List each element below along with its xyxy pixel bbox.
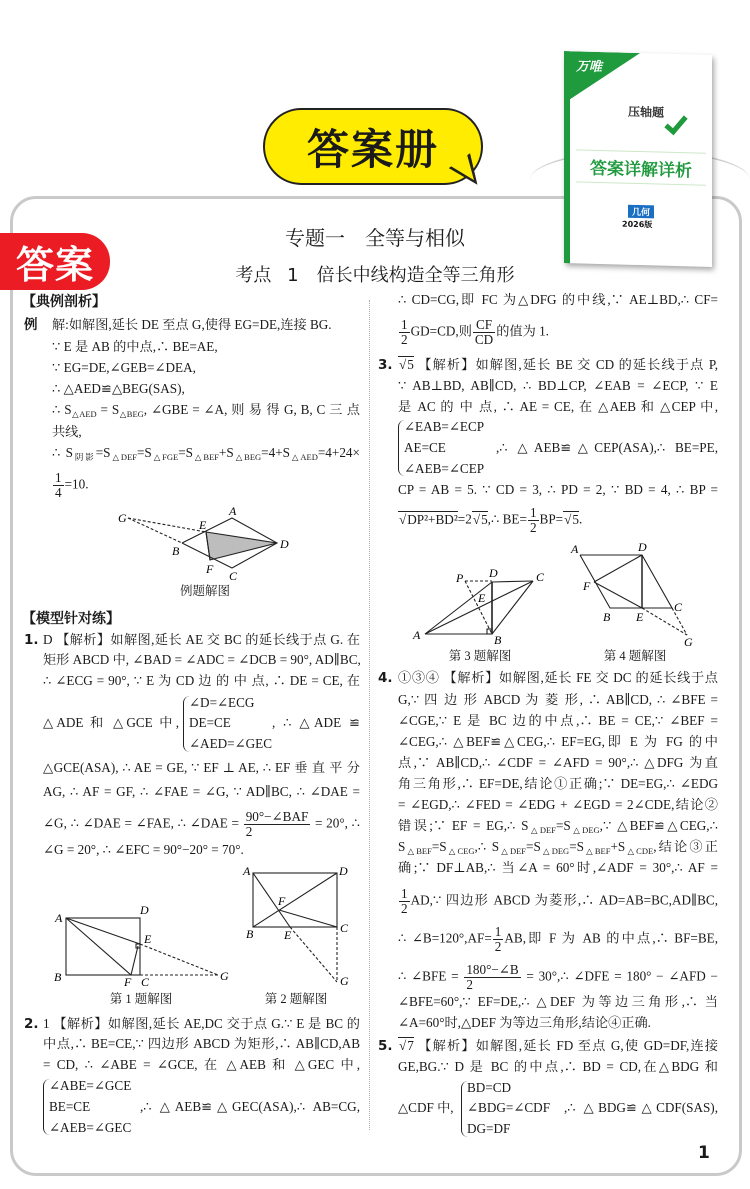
text-line: ∴ ∠BFE = $\frac{180^\circ-\angle B}{2}$ = 30°,∴ ∠DFE = 180° − ∠AFD − bbox=[398, 962, 718, 992]
point-label: B bbox=[246, 927, 254, 941]
equation-line: BE=CE bbox=[49, 1099, 91, 1114]
equation-line: DE=CE bbox=[189, 715, 231, 730]
dashed-line bbox=[128, 518, 182, 543]
numerator: 1 bbox=[494, 924, 502, 939]
subscript: △DEG bbox=[540, 846, 570, 856]
text-line: ∠CGE,∵ E 是 BC 边的中点,∴ BE = CE,∵ ∠BEF = bbox=[398, 713, 718, 728]
point-label: E bbox=[636, 610, 644, 624]
brand-logo: 万唯 bbox=[576, 59, 603, 76]
equation-line: ∠BDG=∠CDF bbox=[467, 1100, 551, 1115]
figure-caption: 第 3 题解图 bbox=[448, 649, 512, 663]
dashed-line bbox=[128, 518, 206, 532]
point-label: E bbox=[284, 928, 292, 942]
figure-4 bbox=[580, 555, 687, 635]
equation-line: DG=DF bbox=[467, 1121, 511, 1136]
section-title: 考点 1 倍长中线构造全等三角形 bbox=[235, 265, 515, 286]
text-line: ∠G, ∴ ∠DAE = ∠FAE, ∴ ∠DAE = $\frac{\text{90°−∠BAF}}{2}$ = 20°, ∴ bbox=[43, 809, 360, 839]
book-cover-image bbox=[564, 51, 712, 267]
point-label: G bbox=[684, 635, 693, 649]
text-line: 确;∵ DF⊥AB,∴ 当∠A = 60°时,∠ADF = 30°,∴ AF = bbox=[398, 860, 718, 875]
numerator: 1 bbox=[401, 886, 408, 901]
check-icon bbox=[664, 111, 687, 135]
answer-tag: 答案 bbox=[0, 233, 110, 290]
point-label: E bbox=[478, 591, 486, 605]
fraction bbox=[399, 318, 410, 347]
fraction bbox=[473, 318, 495, 347]
subscript: △BEF bbox=[405, 846, 432, 856]
figure-caption: 第 2 题解图 bbox=[264, 992, 328, 1006]
section-heading: 【模型针对练】 bbox=[22, 611, 120, 627]
denominator: 2 bbox=[464, 977, 520, 992]
text-line: GE,BG.∵ D 是 BC 的中点,∴ BD = CD,在△BDG 和 bbox=[398, 1059, 718, 1074]
text-line: G,∵ 四 边 形 ABCD 为 菱 形, ∴ AB∥CD, ∴ ∠BFE = bbox=[398, 692, 718, 707]
point-label: E bbox=[199, 518, 207, 532]
square-root: √ 5 bbox=[472, 511, 488, 527]
book-title: 答案详解详析 bbox=[576, 149, 706, 185]
subscript: △FGE bbox=[151, 452, 179, 462]
text-line: ∴ △AED≌△BEG(SAS), bbox=[52, 381, 185, 396]
point-label: F bbox=[206, 562, 214, 576]
text-line: $\frac{1}{4}$ =10. bbox=[55, 470, 89, 500]
point-label: A bbox=[413, 628, 421, 642]
text-line: AG, ∴ AF = GF, ∴ ∠FAE = ∠G, ∵ AD∥BC, ∴ ∠DAE = bbox=[43, 784, 360, 799]
question-number: 5. bbox=[378, 1038, 393, 1054]
answer-book-banner: 答案册 bbox=[263, 108, 483, 185]
point-label: D bbox=[280, 537, 289, 551]
text-line: ∴ $S_{阴影}=S_{\triangle DEF}=S_{\triangle FGE}=S_{\triangle BEF}+S_{\triangle BEG}=4+S_{\triangle AED}=4+24\times$ bbox=[52, 445, 360, 462]
subscript: △BEF bbox=[583, 846, 611, 856]
figure-3 bbox=[425, 581, 533, 634]
text-line: △GCE(ASA), ∴ AE = GE, ∵ EF ⊥ AE, ∴ EF 垂 直 平 分 bbox=[43, 760, 360, 775]
point-label: D bbox=[638, 540, 647, 554]
edition-label: 2026版 bbox=[622, 219, 653, 230]
fraction bbox=[399, 887, 410, 916]
fraction bbox=[493, 925, 504, 954]
text-line: 1 【解析】如解图,延长 AE,DC 交于点 G.∵ E 是 BC 的 bbox=[43, 1016, 360, 1031]
text-line: $\frac{1}{2}$ AD,∵ 四边形 ABCD 为菱形,∴ AD=AB=BC,AD∥BC, bbox=[401, 886, 718, 916]
point-label: G bbox=[340, 974, 349, 988]
text-line: 角三角形,∴ EF=DE,结论①正确;∵ DE=EG,∴ ∠EDG bbox=[398, 776, 718, 791]
subscript: △DEF bbox=[528, 825, 556, 835]
point-label: D bbox=[140, 903, 149, 917]
example-label: 例 bbox=[24, 317, 38, 333]
page-number: 1 bbox=[698, 1143, 710, 1163]
point-label: P bbox=[456, 571, 464, 585]
section-heading: 【典例剖析】 bbox=[22, 294, 106, 310]
point-label: C bbox=[141, 975, 150, 989]
text-line: ∴ CD=CG,即 FC 为△DFG 的中线,∵ AE⊥BD,∴ CF= bbox=[398, 292, 718, 307]
numerator: CF bbox=[475, 317, 493, 332]
text-line: 中点,∴ BE=CE,∵ 四边形 ABCD 为矩形,∴ AB∥CD,AB bbox=[43, 1036, 360, 1051]
subscript: △CDE bbox=[625, 846, 654, 856]
subscript: △DEG bbox=[570, 825, 600, 835]
point-label: F bbox=[124, 975, 132, 989]
text-line: △ADE 和 △GCE 中, bbox=[43, 715, 179, 730]
equation-line: BD=CD bbox=[467, 1080, 512, 1095]
figure-caption: 例题解图 bbox=[179, 584, 230, 598]
point-label: G bbox=[220, 969, 229, 983]
text-line: 解:如解图,延长 DE 至点 G,使得 EG=DE,连接 BG. bbox=[52, 317, 332, 332]
equation-line: ∠AED=∠GEC bbox=[189, 736, 273, 751]
point-label: F bbox=[583, 579, 591, 593]
text-line: ∵ EG=DE,∠GEB=∠DEA, bbox=[52, 360, 196, 375]
fraction bbox=[244, 810, 311, 839]
fraction bbox=[528, 506, 539, 535]
subscript: △AED bbox=[71, 409, 97, 419]
figure-1 bbox=[66, 918, 218, 975]
figure-2 bbox=[253, 873, 337, 982]
point-label: B bbox=[172, 544, 180, 558]
point-label: C bbox=[536, 570, 545, 584]
square-root: √ 7 bbox=[398, 1037, 414, 1053]
shaded-triangle bbox=[206, 532, 277, 560]
subscript: △BEG bbox=[233, 452, 262, 462]
text-line: $S_{\triangle BEF}=S_{\triangle CEG},\therefore$ $S_{\triangle DEF}=S_{\triangle DEG}=S_{\triangle BEF}+S_{\triangle CDE}$,结论③正 bbox=[398, 839, 718, 856]
topic-title: 专题一 全等与相似 bbox=[285, 226, 465, 250]
denominator: 2 bbox=[244, 824, 311, 839]
text-line: ∴ ∠ECG = 90°, ∵ E 为 CD 边 的 中 点, ∴ DE = CE, 在 bbox=[43, 673, 360, 688]
question-number: 2. bbox=[24, 1016, 39, 1032]
denominator: 2 bbox=[401, 332, 408, 347]
text-line: D 【解析】如解图,延长 AE 交 BC 的延长线于点 G. 在 bbox=[43, 632, 360, 647]
equation-line: ∠ABE=∠GCE bbox=[49, 1078, 132, 1093]
point-label: D bbox=[339, 864, 348, 878]
equation-line: ∠AEB=∠GEC bbox=[49, 1120, 132, 1135]
point-label: A bbox=[55, 911, 63, 925]
text-line: √ DP²+BD²=2√ 5,∴ BE= $\frac{1}{2}$ BP=√ 5. bbox=[398, 506, 718, 535]
subscript: △DEF bbox=[499, 846, 527, 856]
point-label: B bbox=[494, 633, 502, 647]
point-label: B bbox=[54, 970, 62, 984]
text-line: ①③④ 【解析】如解图,延长 FE 交 DC 的延长线于点 bbox=[398, 670, 718, 685]
subscript: △AED bbox=[289, 452, 318, 462]
square-root: √ 5 bbox=[398, 356, 414, 372]
point-label: F bbox=[278, 894, 286, 908]
text-line: = CD, ∴ ∠ABE = ∠GCE, 在 △AEB 和 △GEC 中, bbox=[43, 1057, 360, 1072]
equation-line: ∠AEB=∠CEP bbox=[404, 461, 485, 476]
square-root: √ DP²+BD² bbox=[398, 511, 458, 527]
question-number: 4. bbox=[378, 670, 393, 686]
question-number: 3. bbox=[378, 357, 393, 373]
figure-caption: 第 1 题解图 bbox=[109, 992, 173, 1006]
text-line: ∴ ∠B=120°,AF= $\frac{1}{2}$ AB,即 F 为 AB 的中点,∴ BF=BE, bbox=[398, 924, 718, 954]
point-label: C bbox=[229, 569, 238, 583]
equation-line: AE=CE bbox=[404, 440, 446, 455]
text-line: $\frac{1}{2}$ GD=CD,则 $\frac{CF}{CD}$ 的值为 1. bbox=[401, 317, 549, 347]
numerator: 1 bbox=[529, 505, 537, 520]
text-line: ∠A=60°时,△DEF 为等边三角形,结论④正确. bbox=[398, 1015, 651, 1030]
point-label: E bbox=[144, 932, 152, 946]
text-line: 错误;∵ EF = EG,∴ $S_{\triangle DEF}=S_{\triangle DEG},\because$ △BEF≌△CEG,∴ bbox=[398, 818, 718, 835]
text-line: ∴ $S_{\triangle AED} = S_{\triangle BEG}$, ∠GBE = ∠A, 则 易 得 G, B, C 三 点 bbox=[52, 402, 360, 419]
subject-badge: 几何 bbox=[628, 205, 654, 219]
text-line: CP = AB = 5. ∵ CD = 3, ∴ PD = 2, ∵ BD = 4, ∴ BP = bbox=[398, 482, 718, 497]
question-number: 1. bbox=[24, 632, 39, 648]
text-line: 共线, bbox=[52, 424, 82, 439]
subscript: △BEF bbox=[193, 452, 219, 462]
subscript: △DEF bbox=[110, 452, 137, 462]
denominator: 2 bbox=[529, 520, 537, 535]
text-line: ,∴ △BDG≌△CDF(SAS), bbox=[564, 1100, 718, 1115]
denominator: 4 bbox=[55, 485, 62, 500]
numerator: 90°−∠BAF bbox=[245, 809, 309, 824]
text-line: ∠BFE=60°,∵ EF=DE,∴ △DEF 为等边三角形,∴ 当 bbox=[398, 994, 718, 1009]
point-label: A bbox=[243, 864, 251, 878]
numerator: 1 bbox=[401, 317, 408, 332]
point-label: B bbox=[603, 610, 611, 624]
point-label: A bbox=[571, 542, 579, 556]
text-line: ∵ AB⊥BD, AB∥CD, ∴ BD⊥CP, ∠EAB = ∠ECP, ∵ E bbox=[398, 378, 718, 393]
denominator: 2 bbox=[401, 901, 408, 916]
point-label: D bbox=[489, 566, 498, 580]
text-line: , ∴ △ADE ≌ bbox=[272, 715, 360, 730]
text-line: ∠G = 20°, ∴ ∠EFC = 90°−20° = 70°. bbox=[43, 842, 244, 857]
figure-caption: 第 4 题解图 bbox=[603, 649, 667, 663]
denominator: CD bbox=[474, 332, 494, 347]
text-line: √ 5 【解析】如解图,延长 BE 交 CD 的延长线于点 P, bbox=[398, 356, 718, 374]
text-line: ∠CEG,∴ △BEF≌△CEG,∴ EF=EG,即 E 为 FG 的中 bbox=[398, 734, 718, 749]
fraction bbox=[464, 963, 520, 992]
text-line: ∵ E 是 AB 的中点,∴ BE=AE, bbox=[52, 339, 218, 354]
text-line: ,∴ △AEB≌△GEC(ASA),∴ AB=CG, bbox=[140, 1099, 360, 1114]
text-line: 矩形 ABCD 中, ∠BAD = ∠ADC = ∠DCB = 90°, AD∥BC, bbox=[43, 652, 361, 667]
text-line: 是 AC 的 中 点, ∴ AE = CE, 在 △AEB 和 △CEP 中, bbox=[398, 399, 718, 414]
subscript: △CEG bbox=[446, 846, 475, 856]
numerator: 180°−∠B bbox=[466, 962, 519, 977]
text-line: △CDF 中, bbox=[398, 1100, 454, 1115]
numerator: 1 bbox=[55, 470, 62, 485]
denominator: 2 bbox=[494, 939, 502, 954]
point-label: A bbox=[229, 504, 237, 518]
text-line: 点,∵ AB∥CD,∴ ∠CDF = ∠AFD = 90°,∴ △DFG 为直 bbox=[398, 755, 718, 770]
point-label: C bbox=[340, 921, 349, 935]
subscript: △BEG bbox=[119, 409, 144, 419]
point-label: C bbox=[674, 600, 683, 614]
book-series: 压轴题 bbox=[628, 104, 665, 120]
equation-line: ∠EAB=∠ECP bbox=[404, 419, 485, 434]
equation-line: ∠D=∠ECG bbox=[189, 695, 255, 710]
text-line: ,∴ △AEB≌△CEP(ASA),∴ BE=PE, bbox=[496, 440, 718, 455]
subscript: 阴影 bbox=[72, 452, 96, 462]
point-label: G bbox=[118, 511, 127, 525]
text-line: √ 7 【解析】如解图,延长 FD 至点 G,使 GD=DF,连接 bbox=[398, 1037, 718, 1055]
square-root: √ 5 bbox=[563, 511, 579, 527]
text-line: = ∠EGD,∴ ∠FED = ∠EDG + ∠EGD = 2∠CDE,结论② bbox=[398, 797, 718, 812]
